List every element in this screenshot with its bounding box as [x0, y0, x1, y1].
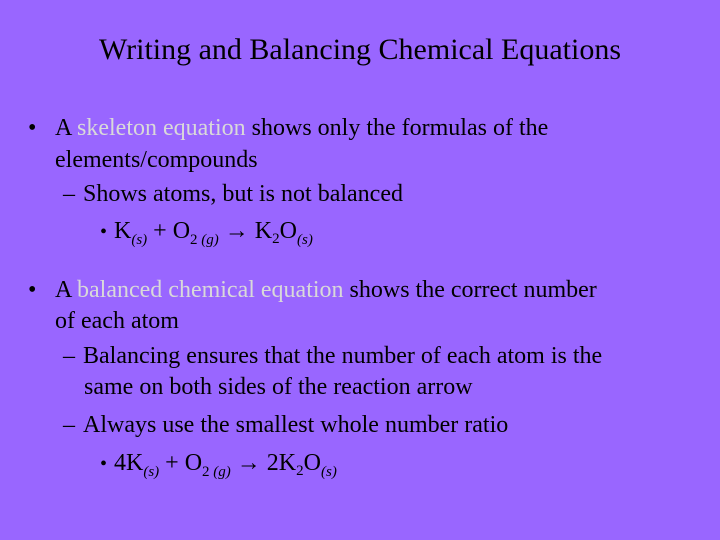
bullet-skeleton-intro-cont: elements/compounds [55, 147, 258, 173]
sub-bullet-balancing-cont: same on both sides of the reaction arrow [84, 374, 473, 400]
bullet-icon: • [28, 277, 37, 303]
bullet-balanced-intro-cont: of each atom [55, 308, 179, 334]
bullet-icon: • [28, 115, 37, 141]
sub-bullet-smallest-ratio: – Always use the smallest whole number ratio [63, 409, 508, 441]
sub-bullet-balancing: – Balancing ensures that the number of each atom is the [63, 340, 602, 372]
bullet-icon: • [100, 221, 108, 243]
balanced-equation: • $4K_{(s)} + O_2$ $_{(g)} \to 2K_2O_{(s)}$ [100, 450, 337, 480]
arrow-icon: → [224, 218, 249, 244]
bullet-skeleton-intro: • A skeleton equation shows only the formulas of the [28, 112, 548, 144]
bullet-balanced-intro: • A balanced chemical equation shows the correct number [28, 274, 597, 306]
term-balanced-equation: balanced chemical equation [77, 277, 344, 303]
term-skeleton-equation: skeleton equation [77, 115, 246, 141]
dash-icon: – [63, 343, 75, 369]
skeleton-equation: • $K_{(s)} + O_2$ $_{(g)} \to K_2O_{(s)}$ [100, 218, 313, 248]
slide-title: Writing and Balancing Chemical Equations [99, 33, 621, 66]
arrow-icon: → [236, 450, 261, 476]
dash-icon: – [63, 412, 75, 438]
bullet-icon: • [100, 453, 108, 475]
sub-bullet-not-balanced: – Shows atoms, but is not balanced [63, 178, 403, 210]
dash-icon: – [63, 181, 75, 207]
